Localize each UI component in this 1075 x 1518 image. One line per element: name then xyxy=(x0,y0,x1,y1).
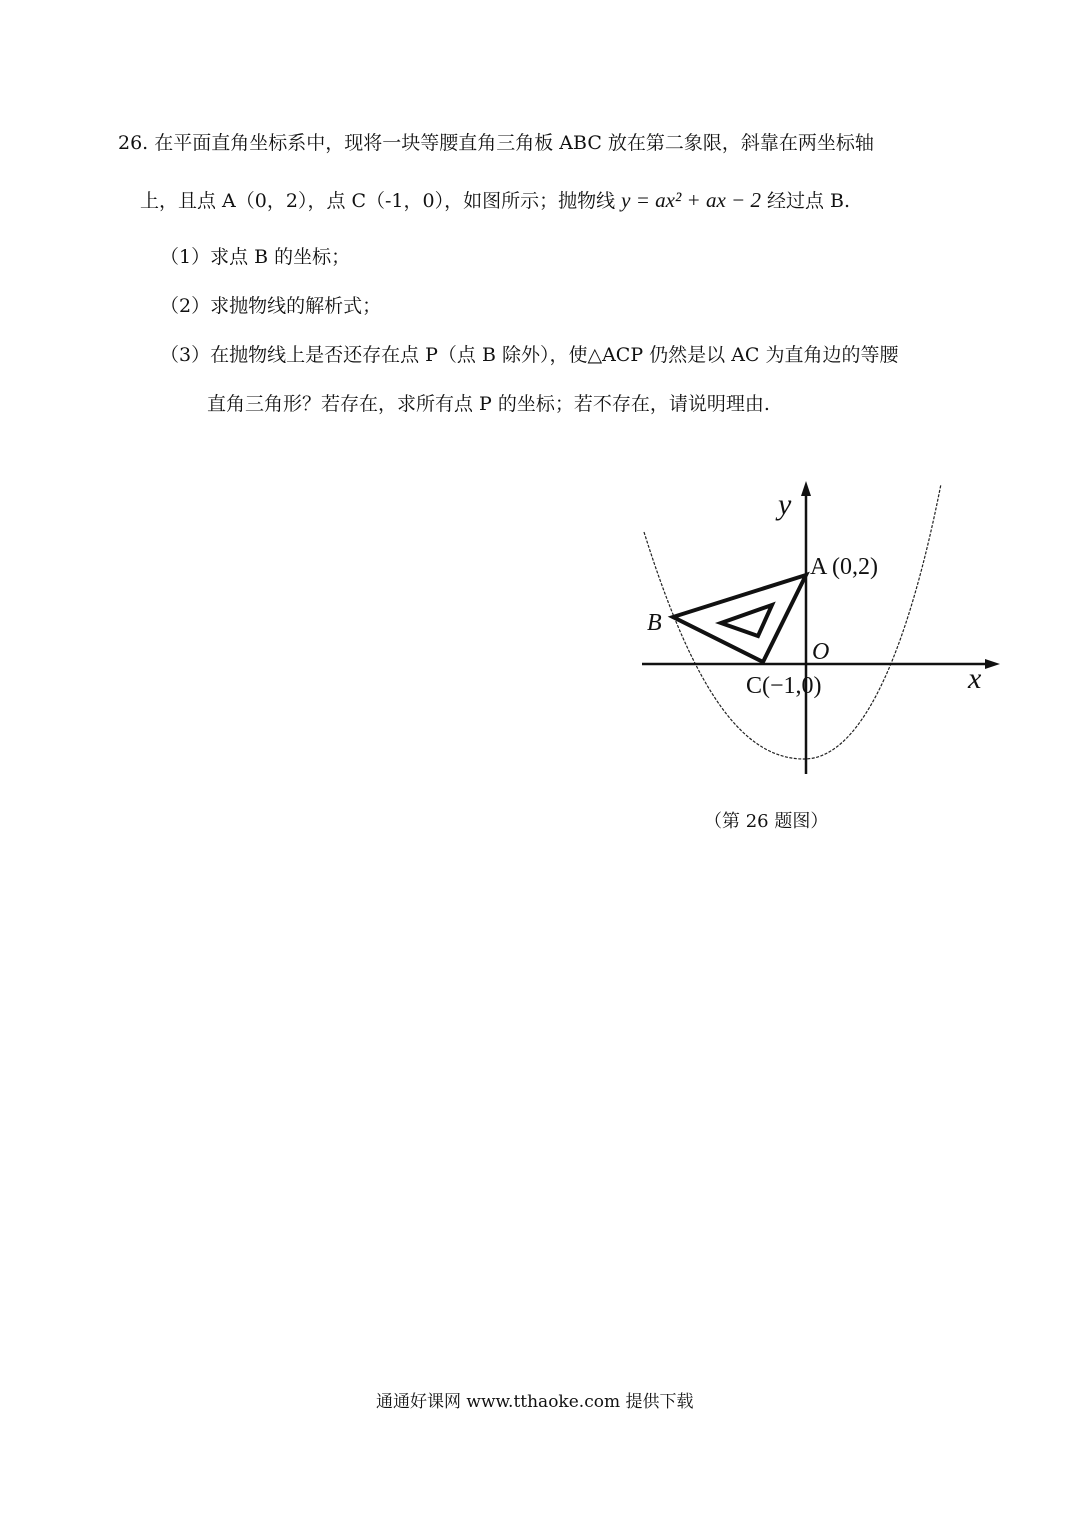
triangle-abc-inner xyxy=(721,605,772,636)
problem-line-2-tail: 经过点 B. xyxy=(767,190,851,212)
question-2: （2）求抛物线的解析式； xyxy=(160,295,382,317)
question-3-line-2: 直角三角形？若存在，求所有点 P 的坐标；若不存在，请说明理由. xyxy=(207,393,770,415)
figure-caption: （第 26 题图） xyxy=(704,811,829,832)
parabola-curve xyxy=(644,484,941,759)
point-c-label: C(−1,0) xyxy=(746,673,822,699)
point-b-label: B xyxy=(647,610,662,636)
problem-line-2 xyxy=(140,187,850,214)
point-a-label: A (0,2) xyxy=(810,554,878,580)
x-axis-label: x xyxy=(968,662,982,695)
footer-text: 通通好课网 www.tthaoke.com 提供下载 xyxy=(376,1392,694,1412)
x-axis-arrow xyxy=(985,659,1000,669)
y-axis-label: y xyxy=(778,488,792,521)
problem-line-1: 26. 在平面直角坐标系中，现将一块等腰直角三角板 ABC 放在第二象限，斜靠在两坐标轴 xyxy=(118,132,874,154)
parabola-equation: y = ax² + ax − 2 xyxy=(621,188,761,212)
question-1: （1）求点 B 的坐标； xyxy=(160,246,351,268)
origin-label: O xyxy=(812,639,830,665)
question-3-line-1: （3）在抛物线上是否还存在点 P（点 B 除外），使△ACP 仍然是以 AC 为直角边的等腰 xyxy=(160,344,899,366)
coordinate-figure xyxy=(636,476,1006,781)
problem-line-2-text: 上，且点 A（0，2），点 C（-1，0），如图所示；抛物线 xyxy=(140,190,616,212)
y-axis-arrow xyxy=(801,481,811,496)
